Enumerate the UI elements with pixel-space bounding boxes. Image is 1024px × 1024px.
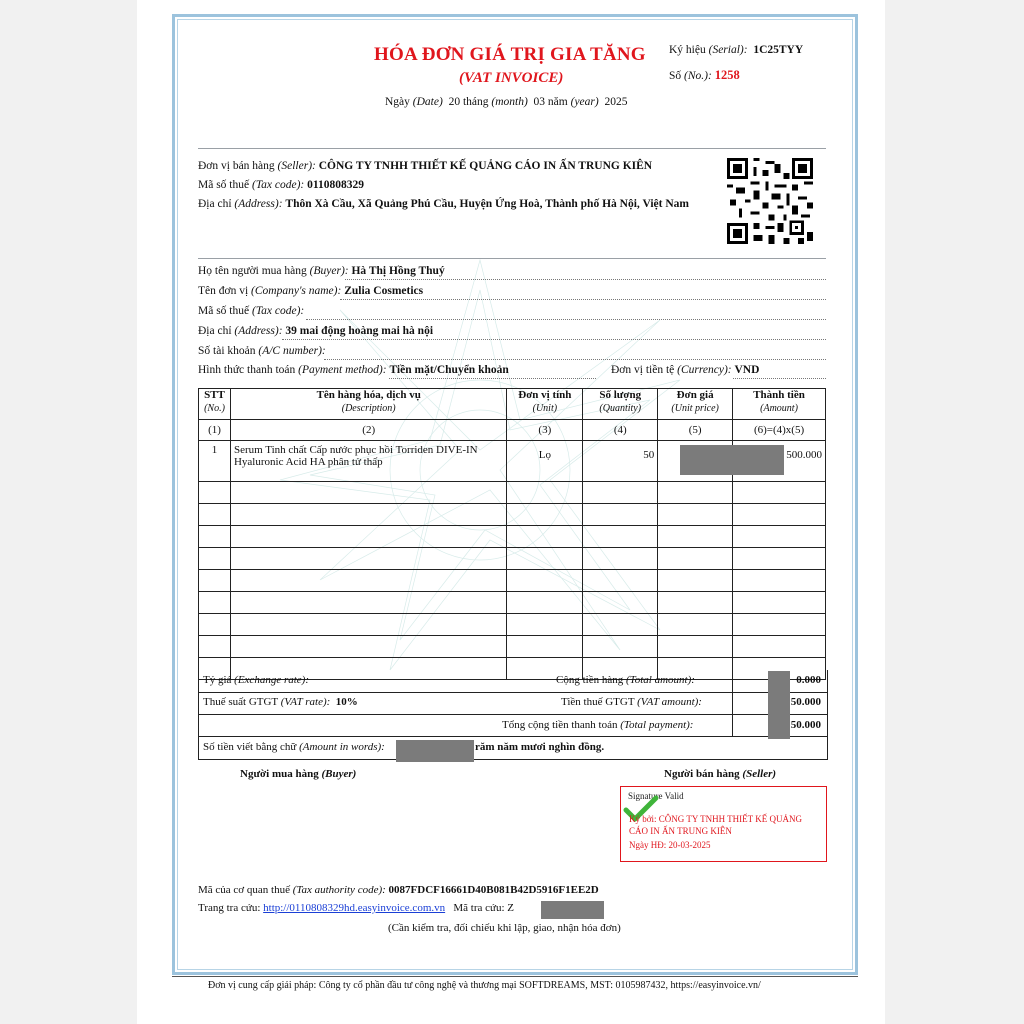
total-amount-value: 0.000: [796, 674, 821, 686]
dotted-line: [324, 359, 826, 360]
total-payment-value: 50.000: [790, 719, 821, 731]
invoice-subtitle: (VAT INVOICE): [459, 70, 564, 86]
row-description: Serum Tinh chất Cấp nước phục hồi Torriden DIVE-IN Hyaluronic Acid HA phân tử thấp: [230, 441, 506, 482]
table-row: [199, 548, 826, 570]
col-header: Tên hàng hóa, dịch vụ (Description): [230, 389, 506, 420]
total-payment-row: Tổng cộng tiền thanh toán (Total payment): 50.000: [198, 714, 828, 737]
table-row: [199, 504, 826, 526]
lookup-link[interactable]: http://0110808329hd.easyinvoice.com.vn: [263, 902, 446, 914]
table-row: [199, 614, 826, 636]
column-index-row: [199, 420, 826, 441]
seller-address-line: Địa chỉ (Address): Thôn Xà Cầu, Xã Quảng Phú Cầu, Huyện Ứng Hoà, Thành phố Hà Nội, Việt Nam: [198, 198, 689, 210]
tax-authority-line: Mã của cơ quan thuế (Tax authority code): 0087FDCF16661D40B081B42D5916F1EE2D: [198, 884, 599, 896]
signed-date-text: Ngày HĐ: 20-03-2025: [629, 840, 711, 850]
buyer-signature-label: Người mua hàng (Buyer): [240, 768, 357, 780]
redaction-lookup-code: [541, 901, 604, 919]
items-table: [198, 388, 826, 680]
seller-name-line: Đơn vị bán hàng (Seller): CÔNG TY TNHH THIẾT KẾ QUẢNG CÁO IN ẤN TRUNG KIÊN: [198, 160, 653, 172]
digital-signature-box[interactable]: [620, 786, 827, 862]
row-no: 1: [199, 441, 231, 482]
table-header-row: [199, 389, 826, 420]
redaction-totals: [768, 671, 790, 739]
buyer-address-line: Địa chỉ (Address): 39 mai động hoàng mai hà nội: [198, 325, 434, 337]
amount-in-words: răm năm mươi nghìn đồng.: [475, 741, 605, 753]
col-index: (6)=(4)x(5): [733, 420, 826, 441]
invoice-title: HÓA ĐƠN GIÁ TRỊ GIA TĂNG: [374, 44, 646, 65]
dotted-line: [340, 299, 826, 300]
col-index: (2): [230, 420, 506, 441]
invoice-date: Ngày (Date) 20 tháng (month) 03 năm (year) 2025: [385, 96, 628, 108]
row-qty: 50: [583, 441, 658, 482]
invoice-number-line: Số (No.): 1258: [669, 68, 740, 82]
col-index: (1): [199, 420, 231, 441]
row-unit: Lọ: [507, 441, 583, 482]
buyer-account-line: Số tài khoản (A/C number):: [198, 345, 326, 357]
footer-divider: [172, 976, 858, 977]
col-header: Số lượng (Quantity): [583, 389, 658, 420]
redaction-unit-price: [680, 445, 784, 475]
col-header: STT (No.): [199, 389, 231, 420]
seller-signature-label: Người bán hàng (Seller): [664, 768, 777, 780]
dotted-line: [282, 339, 826, 340]
provider-line: Đơn vị cung cấp giải pháp: Công ty cổ phần đầu tư công nghệ và thương mại SOFTDREAMS, MST: 0105987432, https://easyinvoice.vn/: [208, 980, 761, 991]
dotted-line: [306, 319, 826, 320]
dotted-line: [733, 378, 826, 379]
divider: [198, 148, 826, 149]
total-amount-row: Tỷ giá (Exchange rate): Cộng tiền hàng (Total amount): 0.000: [198, 670, 828, 693]
table-row: [199, 592, 826, 614]
col-index: (5): [658, 420, 733, 441]
col-header: Đơn giá (Unit price): [658, 389, 733, 420]
signed-by-text: Ký bởi: CÔNG TY TNHH THIẾT KẾ QUẢNG CÁO IN ẤN TRUNG KIÊN: [629, 814, 803, 836]
redaction-words: [396, 740, 474, 762]
col-index: (3): [507, 420, 583, 441]
col-index: (4): [583, 420, 658, 441]
qr-code[interactable]: [727, 158, 813, 244]
serial-line: Ký hiệu (Serial): 1C25TYY: [669, 44, 804, 56]
check-note: (Cần kiểm tra, đối chiếu khi lập, giao, nhận hóa đơn): [388, 922, 621, 934]
payment-method-line: Hình thức thanh toán (Payment method): Tiền mặt/Chuyển khoản: [198, 364, 509, 376]
seller-tax-line: Mã số thuế (Tax code): 0110808329: [198, 179, 365, 191]
table-row: [199, 482, 826, 504]
buyer-name-line: Họ tên người mua hàng (Buyer): Hà Thị Hồng Thuý: [198, 265, 445, 277]
lookup-line: Trang tra cứu: http://0110808329hd.easyinvoice.com.vn Mã tra cứu: Z: [198, 902, 515, 914]
table-row: [199, 526, 826, 548]
amount-in-words-row: Số tiền viết bằng chữ (Amount in words): răm năm mươi nghìn đồng.: [198, 736, 828, 760]
col-header: Thành tiền (Amount): [733, 389, 826, 420]
col-header: Đơn vị tính (Unit): [507, 389, 583, 420]
dotted-line: [389, 378, 596, 379]
currency-line: Đơn vị tiền tệ (Currency): VND: [611, 364, 760, 376]
row-amount: 500.000: [733, 441, 826, 482]
buyer-company-line: Tên đơn vị (Company's name): Zulia Cosmetics: [198, 285, 424, 297]
signature-valid-text: Signature Valid: [628, 791, 684, 801]
vat-row: Thuế suất GTGT (VAT rate): 10% Tiền thuế GTGT (VAT amount): 50.000: [198, 692, 828, 715]
buyer-tax-line: Mã số thuế (Tax code):: [198, 305, 305, 317]
table-row: [199, 570, 826, 592]
vat-amount-value: 50.000: [790, 696, 821, 708]
dotted-line: [345, 279, 826, 280]
divider: [198, 258, 826, 259]
table-row: [199, 636, 826, 658]
